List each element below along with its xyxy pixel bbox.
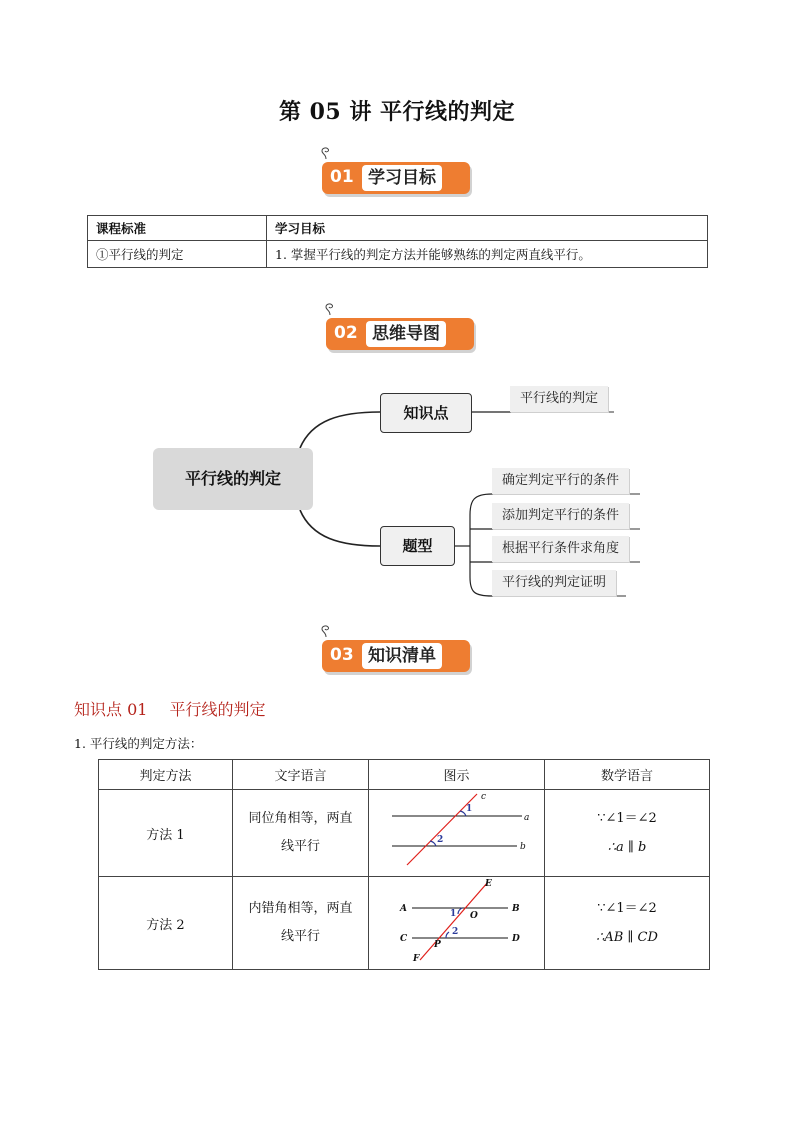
label-B: B [511,904,520,914]
table-header: 图示 [369,760,545,790]
mindmap-root: 平行线的判定 [153,448,313,510]
angle-1-label: 1 [465,804,472,814]
table-header: 课程标准 [88,216,267,241]
method-text [233,790,369,877]
label-b: b [519,842,526,852]
label-A: A [399,904,407,914]
curl-decoration-icon [320,624,332,638]
method-name: 方法 2 [99,877,233,970]
label-E: E [484,879,492,889]
intro-text: 1. 平行线的判定方法： [74,736,203,751]
section-badge-knowledge [322,636,474,676]
table-header: 学习目标 [267,216,708,241]
math-line: ∴AB ∥ CD [596,930,658,945]
knowledge-point-heading [74,697,287,720]
mindmap-leaf: 确定判定平行的条件 [492,468,629,494]
method-figure [369,790,545,877]
label-D: D [511,934,520,944]
table-row [99,877,710,970]
text-line: 线平行 [280,929,320,944]
method-figure [369,877,545,970]
mindmap-leaf: 平行线的判定证明 [492,570,616,596]
text-line: 同位角相等，两直 [248,811,353,826]
label-F: F [412,954,419,964]
table-header: 判定方法 [99,760,233,790]
mindmap-leaf: 添加判定平行的条件 [492,503,629,529]
angle-1-label: 1 [449,909,456,919]
table-cell: ①平行线的判定 [88,241,267,268]
mindmap-leaf: 根据平行条件求角度 [492,536,629,562]
text-line: 内错角相等，两直 [248,901,353,916]
section-number: 01 [330,167,354,187]
text-line: 线平行 [280,839,320,854]
methods-table [98,759,710,970]
math-line: ∴a ∥ b [607,840,647,855]
label-P: P [433,940,441,950]
angle-2-label: 2 [436,835,443,845]
section-label: 思维导图 [366,321,446,347]
mindmap-leaf: 平行线的判定 [510,386,608,412]
knowledge-point-label: 知识点 01 [74,700,148,719]
table-header: 数学语言 [545,760,710,790]
label-c: c [480,792,486,802]
knowledge-point-title: 平行线的判定 [169,700,266,719]
mindmap-branch-types: 题型 [380,526,455,566]
section-label: 学习目标 [362,165,442,191]
mindmap-branch-knowledge: 知识点 [380,393,472,433]
section-label: 知识清单 [362,643,442,669]
section-number: 03 [330,645,354,665]
label-O: O [469,911,478,921]
page-title: 第 05 讲 平行线的判定 [278,99,516,125]
corresponding-angles-figure [382,791,532,871]
label-a: a [523,813,529,823]
math-line: ∵∠1＝∠2 [597,811,657,826]
label-C: C [399,934,407,944]
alternate-angles-figure [382,878,532,964]
method-math [545,877,710,970]
table-header: 文字语言 [233,760,369,790]
table-row [99,790,710,877]
method-name: 方法 1 [99,790,233,877]
method-text [233,877,369,970]
method-math [545,790,710,877]
table-cell: 1. 掌握平行线的判定方法并能够熟练的判定两直线平行。 [267,241,708,268]
math-line: ∵∠1＝∠2 [597,901,657,916]
angle-2-label: 2 [451,927,458,937]
section-number: 02 [334,323,358,343]
